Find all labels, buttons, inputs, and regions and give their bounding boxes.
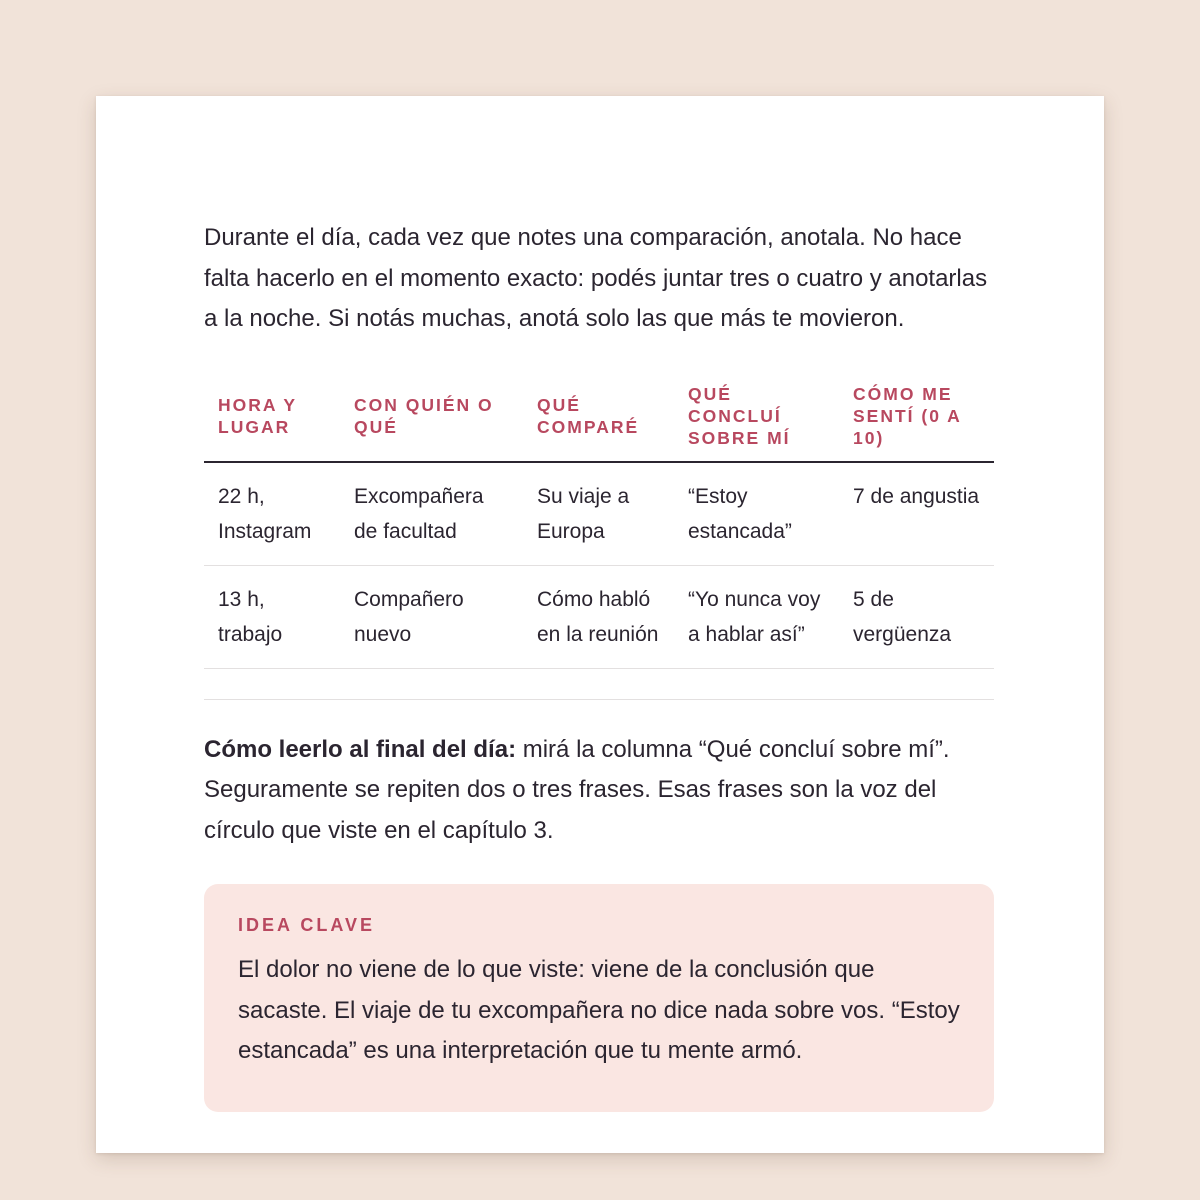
column-header-concluded: QUÉ CONCLUÍ SOBRE MÍ [674, 383, 839, 462]
key-idea-callout [204, 884, 994, 1112]
table-cell-empty [839, 668, 994, 699]
table-cell: “Yo nunca voy a hablar así” [674, 565, 839, 668]
table-cell: 7 de angustia [839, 462, 994, 566]
table-cell-empty [340, 668, 523, 699]
reading-lead: Cómo leerlo al final del día: [204, 735, 517, 763]
column-header-compared: QUÉ COMPARÉ [523, 383, 674, 462]
column-header-feeling: CÓMO ME SENTÍ (0 A 10) [839, 383, 994, 462]
table-cell: 13 h, trabajo [204, 565, 340, 668]
reading-text: mirá la columna “Qué concluí sobre mí”. Seguramente se repiten dos o tres frases. Esas frases son la voz del círculo que viste en el capítulo 3. [204, 735, 950, 844]
table-cell-empty [204, 668, 340, 699]
table-cell: Cómo habló en la reunión [523, 565, 674, 668]
table-row-empty [204, 668, 994, 699]
table-cell: “Estoy estancada” [674, 462, 839, 566]
table-cell: Compañero nuevo [340, 565, 523, 668]
reading-paragraph [204, 730, 994, 852]
comparison-log-table [204, 383, 994, 700]
callout-text: El dolor no viene de lo que viste: viene de la conclusión que sacaste. El viaje de tu excompañera no dice nada sobre vos. “Estoy estancada” es una interpretación que tu mente armó. [238, 956, 960, 1064]
table-cell: 22 h, Instagram [204, 462, 340, 566]
page-content [204, 218, 994, 1112]
table-row [204, 462, 994, 566]
table-cell: Excompañera de facultad [340, 462, 523, 566]
table-cell-empty [674, 668, 839, 699]
table-cell: Su viaje a Europa [523, 462, 674, 566]
document-page [96, 96, 1104, 1153]
table-row [204, 565, 994, 668]
column-header-time-place: HORA Y LUGAR [204, 383, 340, 462]
table-header-row [204, 383, 994, 462]
column-header-who-what: CON QUIÉN O QUÉ [340, 383, 523, 462]
table-cell: 5 de vergüenza [839, 565, 994, 668]
intro-paragraph: Durante el día, cada vez que notes una comparación, anotala. No hace falta hacerlo en el momento exacto: podés juntar tres o cuatro y anotarlas a la noche. Si notás muchas, anotá solo las que más te movieron. [204, 224, 988, 332]
callout-label: IDEA CLAVE [238, 915, 376, 935]
table-cell-empty [523, 668, 674, 699]
